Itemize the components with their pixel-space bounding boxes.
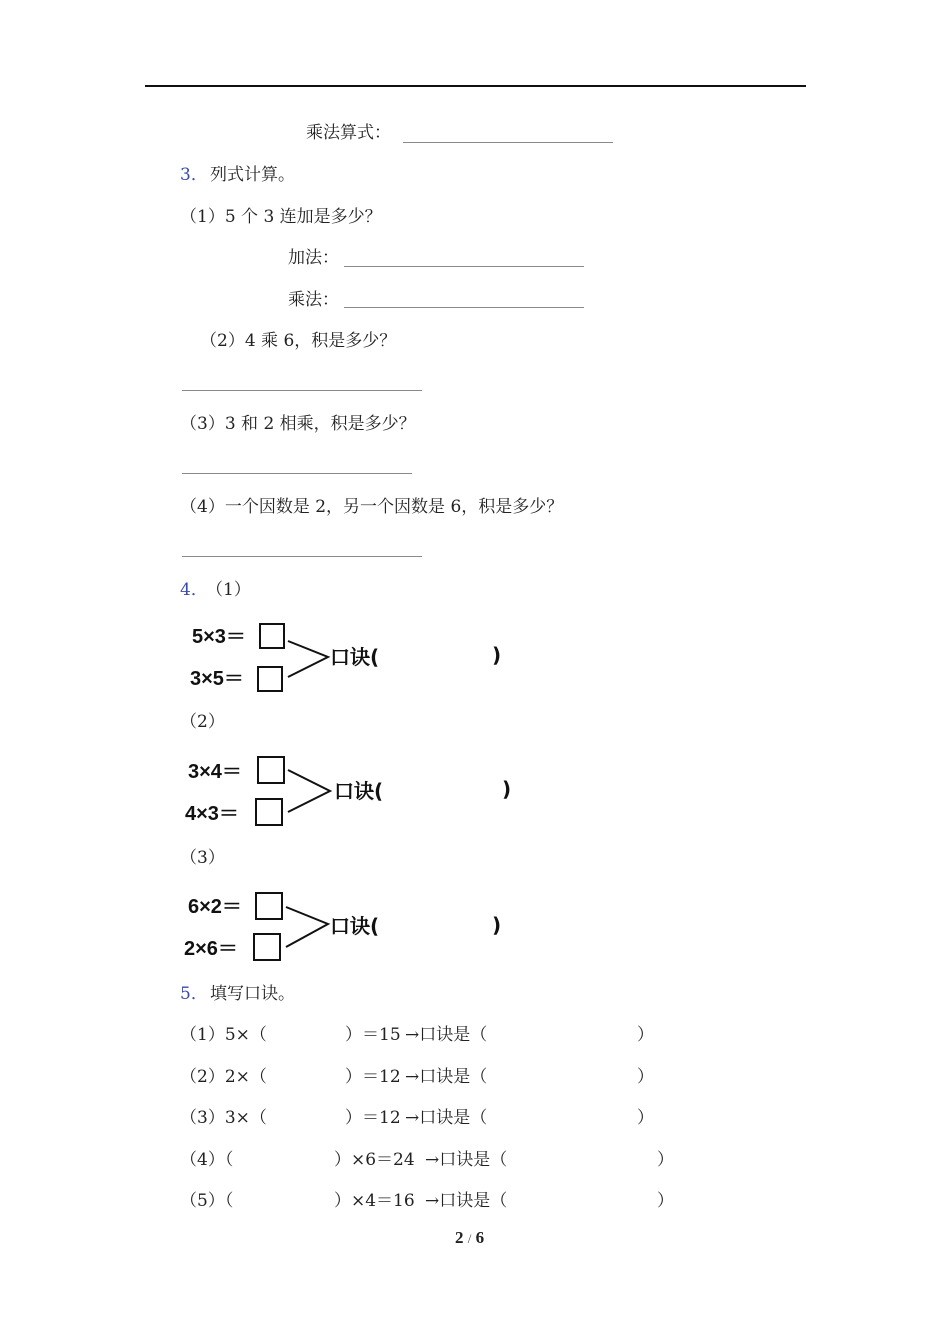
mult-formula-blank[interactable] xyxy=(403,142,613,143)
row-mid: ）×6＝24 xyxy=(334,1150,415,1170)
row-end: ） xyxy=(637,1108,654,1128)
header-rule xyxy=(145,85,806,87)
koujue-label: 口诀( xyxy=(330,645,380,669)
row-tail: →口诀是（ xyxy=(405,1025,488,1045)
koujue-close: ) xyxy=(492,913,502,937)
row-mid: ）＝15 xyxy=(345,1025,401,1045)
equation-bottom: 2×6＝ xyxy=(184,938,238,960)
row-head: （2）2×（ xyxy=(180,1067,267,1087)
addition-label: 加法： xyxy=(288,248,339,268)
addition-blank[interactable] xyxy=(344,266,584,267)
row-head: （5）（ xyxy=(180,1191,234,1211)
row-mid: ）＝12 xyxy=(345,1067,401,1087)
row-head: （4）（ xyxy=(180,1150,234,1170)
koujue-label: 口诀( xyxy=(330,914,380,938)
q5-title: 填写口诀。 xyxy=(210,984,295,1004)
koujue-close: ) xyxy=(502,777,512,801)
row-tail: →口诀是（ xyxy=(425,1150,508,1170)
answer-box-bottom[interactable] xyxy=(258,667,282,691)
q3-part3: （3）3 和 2 相乘，积是多少？ xyxy=(180,414,416,434)
q3-part2-blank[interactable] xyxy=(182,390,422,391)
row-head: （3）3×（ xyxy=(180,1108,267,1128)
row-tail: →口诀是（ xyxy=(405,1067,488,1087)
q4-item3-label: （3） xyxy=(180,848,225,868)
q4-item2-figure xyxy=(180,750,520,830)
merge-bracket xyxy=(288,770,330,812)
page-separator: / xyxy=(467,1231,472,1246)
multiplication-label: 乘法： xyxy=(288,290,339,310)
page-total: 6 xyxy=(475,1228,485,1247)
row-end: ） xyxy=(637,1025,654,1045)
page-number xyxy=(455,1228,484,1248)
q4-item2-label: （2） xyxy=(180,712,225,732)
row-mid: ）×4＝16 xyxy=(334,1191,415,1211)
equation-bottom: 4×3＝ xyxy=(185,803,239,825)
q4-item3-figure xyxy=(180,885,520,965)
mult-formula-label: 乘法算式： xyxy=(306,123,391,143)
merge-bracket xyxy=(286,907,328,947)
row-head: （1）5×（ xyxy=(180,1025,267,1045)
q3-part2: （2）4 乘 6，积是多少？ xyxy=(200,331,397,351)
row-end: ） xyxy=(657,1191,674,1211)
answer-box-top[interactable] xyxy=(256,893,282,919)
equation-top: 3×4＝ xyxy=(188,761,242,783)
koujue-close: ) xyxy=(492,643,502,667)
q3-part3-blank[interactable] xyxy=(182,473,412,474)
page-current: 2 xyxy=(455,1228,464,1247)
q4-item1-label: （1） xyxy=(206,580,251,600)
row-end: ） xyxy=(637,1067,654,1087)
q3-part4-blank[interactable] xyxy=(182,556,422,557)
q4-number: 4． xyxy=(180,580,208,600)
q3-part4: （4）一个因数是 2，另一个因数是 6，积是多少？ xyxy=(180,497,564,517)
multiplication-blank[interactable] xyxy=(344,307,584,308)
koujue-label: 口诀( xyxy=(334,779,384,803)
equation-bottom: 3×5＝ xyxy=(190,668,244,690)
equation-top: 6×2＝ xyxy=(188,896,242,918)
answer-box-bottom[interactable] xyxy=(254,934,280,960)
row-end: ） xyxy=(657,1150,674,1170)
q5-number: 5． xyxy=(180,984,208,1004)
row-tail: →口诀是（ xyxy=(425,1191,508,1211)
answer-box-bottom[interactable] xyxy=(256,799,282,825)
row-mid: ）＝12 xyxy=(345,1108,401,1128)
merge-bracket xyxy=(288,641,328,677)
q3-title: 列式计算。 xyxy=(210,165,295,185)
q3-part1: （1）5 个 3 连加是多少？ xyxy=(180,207,382,227)
row-tail: →口诀是（ xyxy=(405,1108,488,1128)
answer-box-top[interactable] xyxy=(258,757,284,783)
equation-top: 5×3＝ xyxy=(192,626,246,648)
q3-number: 3． xyxy=(180,165,208,185)
q4-item1-figure xyxy=(180,617,520,697)
answer-box-top[interactable] xyxy=(260,624,284,648)
